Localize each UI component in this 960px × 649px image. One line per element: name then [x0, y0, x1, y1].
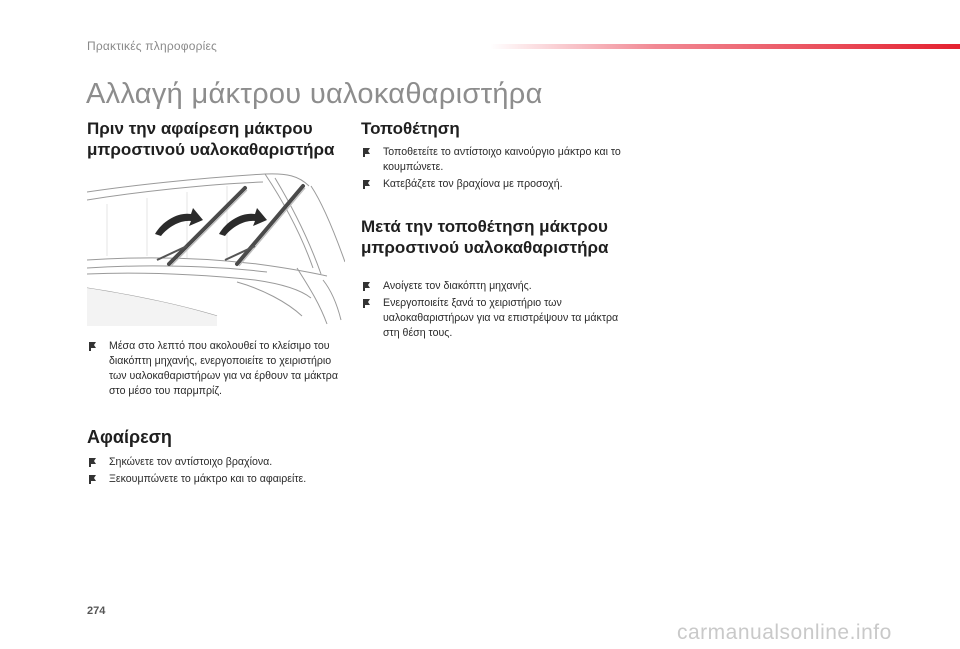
removal-steps — [87, 455, 357, 489]
heading-installation: Τοποθέτηση — [361, 119, 460, 138]
windshield-wiper-illustration — [87, 164, 345, 326]
header-accent-bar — [490, 44, 960, 49]
list-item: Ανοίγετε τον διακόπτη μηχανής. — [361, 279, 631, 294]
bullet-flag-icon — [89, 475, 98, 484]
bullet-flag-icon — [89, 458, 98, 467]
list-item: Κατεβάζετε τον βραχίονα με προσοχή. — [361, 177, 631, 192]
bullet-flag-icon — [363, 180, 372, 189]
list-item: Σηκώνετε τον αντίστοιχο βραχίονα. — [87, 455, 357, 470]
bullet-flag-icon — [363, 282, 372, 291]
list-item: Ξεκουμπώνετε το μάκτρο και το αφαιρείτε. — [87, 472, 357, 487]
page-title: Αλλαγή μάκτρου υαλοκαθαριστήρα — [86, 78, 543, 110]
heading-after-installation: Μετά την τοποθέτηση μάκτρου μπροστινού υαλοκαθαριστήρα — [361, 217, 609, 257]
list-item: Μέσα στο λεπτό που ακολουθεί το κλείσιμο του διακόπτη μηχανής, ενεργοποιείτε το χειριστήριο των υαλοκαθαριστήρων για να έρθουν τα μάκτρα στο μέσο του παρμπρίζ. — [87, 339, 347, 399]
list-item: Τοποθετείτε το αντίστοιχο καινούργιο μάκτρο και το κουμπώνετε. — [361, 145, 631, 175]
after-installation-steps — [361, 279, 631, 343]
before-removal-steps — [87, 339, 347, 401]
heading-removal: Αφαίρεση — [87, 427, 172, 447]
bullet-flag-icon — [363, 148, 372, 157]
watermark: carmanualsonline.info — [677, 621, 892, 644]
page-number: 274 — [87, 605, 106, 617]
bullet-flag-icon — [89, 342, 98, 351]
installation-steps — [361, 145, 631, 194]
bullet-flag-icon — [363, 299, 372, 308]
heading-before-removal: Πριν την αφαίρεση μάκτρου μπροστινού υαλοκαθαριστήρα — [87, 119, 335, 159]
list-item: Ενεργοποιείτε ξανά το χειριστήριο των υαλοκαθαριστήρων για να επιστρέψουν τα μάκτρα στη θέση τους. — [361, 296, 631, 341]
section-label: Πρακτικές πληροφορίες — [87, 39, 218, 53]
